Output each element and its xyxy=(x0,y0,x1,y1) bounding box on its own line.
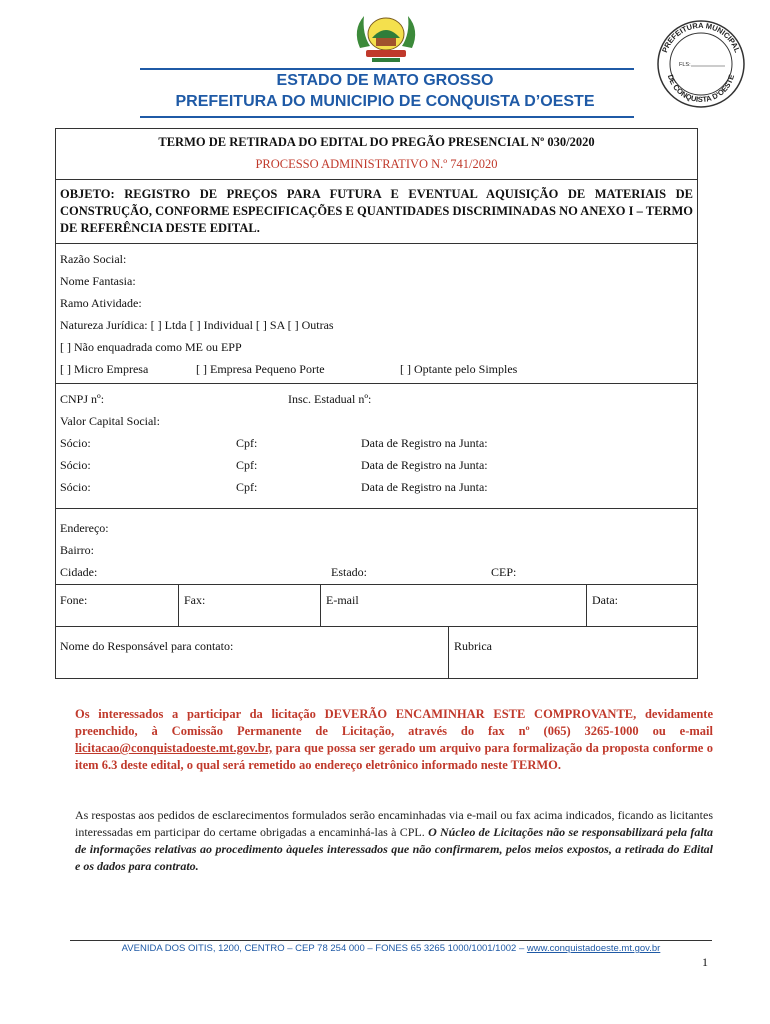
cpf-label: Cpf: xyxy=(236,436,258,450)
data-label: Data: xyxy=(592,593,618,607)
endereco-label: Endereço: xyxy=(60,521,109,535)
capital-social-label: Valor Capital Social: xyxy=(60,414,160,428)
stamp-ring-bottom: DE CONQUISTA D'OESTE xyxy=(665,73,737,105)
withdrawal-form xyxy=(55,128,698,679)
razao-social-label: Razão Social: xyxy=(60,252,127,266)
form-title-section xyxy=(56,129,697,179)
objeto-section: OBJETO: REGISTRO DE PREÇOS PARA FUTURA E EVENTUAL AQUISIÇÃO DE MATERIAIS DE CONSTRUÇÃO, CONFORME ESPECIFICAÇÕES E QUANTIDADES DISCRIMINADAS NO ANEXO I – TERMO DE REFERÊNCIA DESTE EDITAL. xyxy=(56,179,697,243)
page-number: 1 xyxy=(702,955,708,969)
estado-label: Estado: xyxy=(331,565,367,579)
process-number: PROCESSO ADMINISTRATIVO N.º 741/2020 xyxy=(255,157,498,171)
micro-empresa-option: [ ] Micro Empresa xyxy=(60,362,149,376)
licitacao-email-link[interactable]: licitacao@conquistadoeste.mt.gov.br, xyxy=(75,741,273,755)
responsavel-label: Nome do Responsável para contato: xyxy=(60,639,234,653)
header-prefeitura: PREFEITURA DO MUNICIPIO DE CONQUISTA D’OESTE xyxy=(175,93,595,110)
nome-fantasia-label: Nome Fantasia: xyxy=(60,274,136,288)
notice-text-before: Os interessados a participar da licitação DEVERÃO ENCAMINHAR ESTE COMPROVANTE, devidamente preenchido, à Comissão Permanente de Licitação, através do fax nº (065) 3265-1000 ou e-mail xyxy=(75,707,713,738)
data-registro-label: Data de Registro na Junta: xyxy=(361,458,488,472)
svg-text:PREFEITURA MUNICIPAL xyxy=(660,21,742,54)
footer-site-link[interactable]: www.conquistadoeste.mt.gov.br xyxy=(526,943,661,954)
ramo-atividade-label: Ramo Atividade: xyxy=(60,296,142,310)
email-label: E-mail xyxy=(326,593,359,607)
rubrica-label: Rubrica xyxy=(454,639,492,653)
responsible-section xyxy=(56,626,697,678)
form-title: TERMO DE RETIRADA DO EDITAL DO PREGÃO PRESENCIAL Nº 030/2020 xyxy=(158,135,595,149)
socio-label: Sócio: xyxy=(60,458,91,472)
footer-rule xyxy=(70,940,712,941)
data-registro-label: Data de Registro na Junta: xyxy=(361,436,488,450)
header-rule-top xyxy=(140,68,634,70)
address-section xyxy=(56,508,697,584)
fax-label: Fax: xyxy=(184,593,206,607)
cep-label: CEP: xyxy=(491,565,517,579)
contact-section xyxy=(56,584,697,626)
footer xyxy=(70,943,712,954)
nao-enquadrada-option: [ ] Não enquadrada como ME ou EPP xyxy=(60,340,242,354)
reply-text: As respostas aos pedidos de esclarecimentos formulados serão encaminhadas via e-mail ou fax acima indicados, ficando as licitantes interessadas em participar do certame obrigadas a encaminhá-las à CPL. xyxy=(75,808,713,839)
insc-estadual-label: Insc. Estadual nº: xyxy=(288,392,372,406)
natureza-juridica-options: Natureza Jurídica: [ ] Ltda [ ] Individual [ ] SA [ ] Outras xyxy=(60,318,334,332)
stamp-ring-top: PREFEITURA MUNICIPAL xyxy=(660,20,742,54)
bairro-label: Bairro: xyxy=(60,543,94,557)
cpf-label: Cpf: xyxy=(236,458,258,472)
cidade-label: Cidade: xyxy=(60,565,98,579)
municipal-crest-logo xyxy=(346,8,426,68)
header-rule-bottom xyxy=(140,116,634,118)
reply-emphasis: O Núcleo de Licitações não se responsabilizará pela falta de informações relativas ao procedimento àqueles interessados que não confirmarem, pelos meios expostos, a retirada do Edital e os dados para contrato. xyxy=(75,825,713,873)
header-state: ESTADO DE MATO GROSSO xyxy=(276,72,494,89)
footer-address: AVENIDA DOS OITIS, 1200, CENTRO – CEP 78 254 000 – FONES 65 3265 1000/1001/1002 – xyxy=(121,943,527,954)
cpf-label: Cpf: xyxy=(236,480,258,494)
pequeno-porte-option: [ ] Empresa Pequeno Porte xyxy=(196,362,325,376)
fone-label: Fone: xyxy=(60,593,88,607)
socio-label: Sócio: xyxy=(60,480,91,494)
clarification-paragraph xyxy=(75,807,713,875)
data-registro-label: Data de Registro na Junta: xyxy=(361,480,488,494)
stamp-fls-label: FLS: xyxy=(679,62,691,68)
submission-notice xyxy=(75,706,713,774)
socio-label: Sócio: xyxy=(60,436,91,450)
cnpj-label: CNPJ nº: xyxy=(60,392,105,406)
notice-text-after: para que possa ser gerado um arquivo para formalização da proposta conforme o item 6.3 deste edital, o qual será remetido ao endereço eletrônico informado neste TERMO. xyxy=(75,741,713,772)
registry-section xyxy=(56,383,697,508)
company-section xyxy=(56,243,697,383)
optante-simples-option: [ ] Optante pelo Simples xyxy=(400,362,518,376)
